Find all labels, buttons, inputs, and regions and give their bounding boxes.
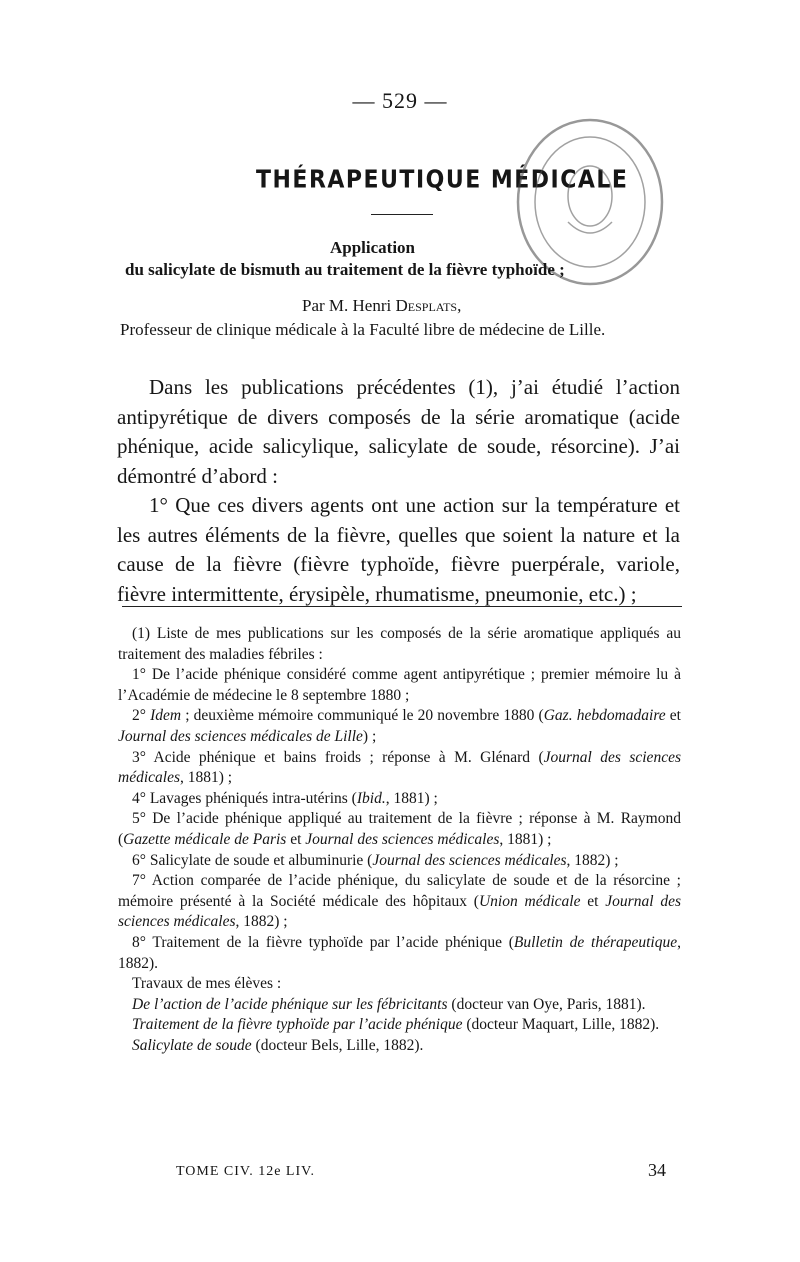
footnote-text: , 1881) ; <box>499 830 552 848</box>
footnote-text: 7° Action comparée de l’acide phénique, du salicylate de soude et de la résorcine ; mémoire présenté à la Société médicale des hôpitaux ( <box>118 872 681 910</box>
footnote-text: (docteur Maquart, Lille, 1882). <box>462 1016 660 1034</box>
author-line <box>302 296 461 316</box>
footnote-italic-text: Traitement de la fièvre typhoïde par l’acide phénique <box>132 1016 463 1034</box>
footnote-text: et <box>286 830 306 848</box>
footnote-italic-text: Gazette médicale de Paris <box>123 830 287 848</box>
footnote-italic-text: Idem <box>150 707 182 725</box>
footnote-text: (docteur Bels, Lille, 1882). <box>251 1036 424 1054</box>
running-footer: TOME CIV. 12e LIV. <box>176 1164 315 1179</box>
footnote-text: , 1882) ; <box>566 851 619 869</box>
footnote-text: (docteur van Oye, Paris, 1881). <box>447 995 646 1013</box>
author-affiliation: Professeur de clinique médicale à la Faculté libre de médecine de Lille. <box>120 320 606 339</box>
footnote-entry <box>118 789 681 810</box>
footnote-text: 4° Lavages phéniqués intra-utérins ( <box>132 789 357 807</box>
footnote-entry <box>118 871 681 933</box>
footnote-entry <box>118 933 681 974</box>
footnote-text: , 1881) ; <box>385 789 438 807</box>
footnote-entry <box>118 995 681 1016</box>
footnote-italic-text: Journal des sciences médicales <box>305 830 500 848</box>
footnote-entry <box>118 974 681 995</box>
footnote-italic-text: Gaz. hebdomadaire <box>543 707 666 725</box>
footnote-entry <box>118 1036 681 1057</box>
signature-number: 34 <box>648 1160 666 1180</box>
footnote-entry <box>118 851 681 872</box>
body-text <box>117 373 680 609</box>
footnote-italic-text: Union médicale <box>478 892 581 910</box>
footnote-text: et <box>665 707 681 725</box>
footnotes <box>118 624 681 1056</box>
footnote-entry <box>118 706 681 747</box>
footnote-entry <box>118 748 681 789</box>
footnote-entry <box>118 624 681 665</box>
article-title: Application <box>330 238 416 257</box>
footnote-text: , 1881) ; <box>179 769 233 787</box>
footnote-italic-text: De l’action de l’acide phénique sur les fébricitants <box>132 995 448 1013</box>
footnote-text: 1° De l’acide phénique considéré comme agent antipyrétique ; premier mémoire lu à l’Académie de médecine le 8 septembre 1880 ; <box>118 666 681 704</box>
page-number: — 529 — <box>352 88 448 113</box>
body-paragraph: 1° Que ces divers agents ont une action sur la température et les autres éléments de la fièvre, quelles que soient la nature et la cause de la fièvre (fièvre typhoïde, fièvre puerpérale, variole, fièvre intermittente, érysipèle, rhumatisme, pneumonie, etc.) ; <box>117 493 680 606</box>
author-prefix: Par M. Henri <box>302 296 396 315</box>
author-suffix: , <box>457 296 462 315</box>
footnote-text: 3° Acide phénique et bains froids ; réponse à M. Glénard ( <box>132 748 544 766</box>
footnote-entry <box>118 1015 681 1036</box>
footnote-entry <box>118 809 681 850</box>
footnote-text: 2° <box>132 707 151 725</box>
footnote-text: (1) Liste de mes publications sur les composés de la série aromatique appliqués au traitement des maladies fébriles : <box>118 625 681 663</box>
body-paragraph: Dans les publications précédentes (1), j’ai étudié l’action antipyrétique de divers composés de la série aromatique (acide phénique, acide salicylique, salicylate de soude, résorcine). J’ai démontré d’abord : <box>117 375 680 488</box>
section-title: THÉRAPEUTIQUE MÉDICALE <box>256 166 629 194</box>
footnote-text: ; deuxième mémoire communiqué le 20 novembre 1880 ( <box>181 707 544 725</box>
footnote-text: , 1882) ; <box>235 913 288 931</box>
footnote-italic-text: Journal des sciences médicales <box>372 851 567 869</box>
footnote-text: , 1882). <box>118 933 681 972</box>
footnote-rule <box>122 606 682 607</box>
article-subtitle: du salicylate de bismuth au traitement de la fièvre typhoïde ; <box>125 260 565 279</box>
footnote-text: ) ; <box>362 727 377 745</box>
footnote-text: 8° Traitement de la fièvre typhoïde par l’acide phénique ( <box>132 933 514 951</box>
footnote-entry <box>118 665 681 706</box>
footnote-italic-text: Journal des sciences médicales <box>118 748 681 787</box>
title-rule <box>371 214 433 215</box>
footnote-italic-text: Ibid. <box>356 789 386 807</box>
footnote-text: 5° De l’acide phénique appliqué au traitement de la fièvre ; réponse à M. Raymond ( <box>118 810 681 848</box>
footnote-italic-text: Journal des sciences médicales <box>118 892 681 931</box>
footnote-italic-text: Journal des sciences médicales de Lille <box>118 727 363 745</box>
author-surname: Desplats <box>395 296 458 315</box>
footnote-italic-text: Salicylate de soude <box>132 1036 252 1054</box>
footnote-text: Travaux de mes élèves : <box>132 975 282 993</box>
footnote-text: 6° Salicylate de soude et albuminurie ( <box>132 851 373 869</box>
footnote-italic-text: Bulletin de thérapeutique <box>513 933 678 951</box>
footnote-text: et <box>580 892 606 910</box>
